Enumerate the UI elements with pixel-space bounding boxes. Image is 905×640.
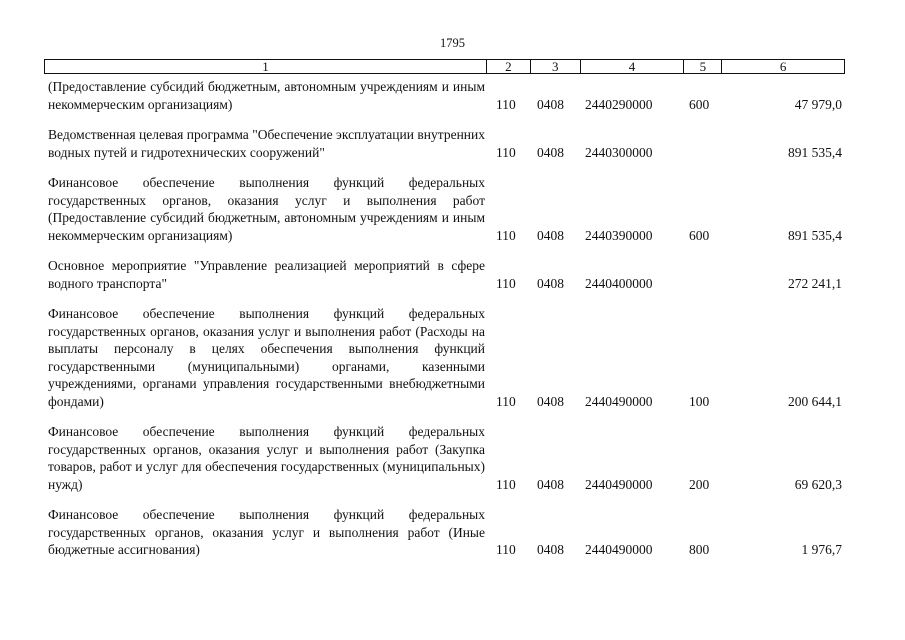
header-col-1: 1 — [45, 60, 487, 73]
row-col-3: 0408 — [537, 96, 564, 112]
row-col-6: 891 535,4 — [788, 144, 842, 160]
row-description: Финансовое обеспечение выполнения функций федеральных государственных органов, оказания услуг и выполнения работ (Иные бюджетные ассигнования) — [48, 507, 485, 557]
row-col-4: 2440400000 — [585, 275, 653, 291]
row-col-2: 110 — [496, 96, 516, 112]
row-col-2: 110 — [496, 393, 516, 409]
row-col-3: 0408 — [537, 393, 564, 409]
row-description: Ведомственная целевая программа "Обеспечение эксплуатации внутренних водных путей и гидротехнических сооружений" — [48, 127, 485, 160]
row-col-2: 110 — [496, 542, 516, 557]
row-col-3: 0408 — [537, 542, 564, 557]
table-row — [44, 174, 845, 244]
table-row — [44, 257, 845, 292]
row-col-5: 600 — [689, 96, 710, 112]
row-col-3: 0408 — [537, 144, 564, 160]
header-col-2: 2 — [487, 60, 531, 73]
table-row — [44, 305, 845, 410]
row-col-4: 2440490000 — [585, 542, 653, 557]
header-col-5: 5 — [684, 60, 722, 73]
row-col-6: 1 976,7 — [801, 542, 842, 557]
row-col-4: 2440490000 — [585, 476, 653, 492]
row-col-4: 2440490000 — [585, 393, 653, 409]
row-col-2: 110 — [496, 275, 516, 291]
row-col-6: 47 979,0 — [794, 96, 842, 112]
row-col-3: 0408 — [537, 476, 564, 492]
table-row — [44, 506, 845, 559]
row-col-4: 2440290000 — [585, 96, 653, 112]
row-col-6: 69 620,3 — [794, 476, 842, 492]
header-col-3: 3 — [531, 60, 581, 73]
header-col-4: 4 — [581, 60, 685, 73]
page-number: 1795 — [440, 36, 465, 50]
table-row — [44, 78, 845, 113]
table-row — [44, 126, 845, 161]
row-col-6: 200 644,1 — [788, 393, 842, 409]
row-description: Финансовое обеспечение выполнения функций федеральных государственных органов, оказания услуг и выполнения работ (Предоставление субсидий бюджетным, автономным учреждениям и иным некоммерческим организациям) — [48, 175, 485, 243]
header-col-6: 6 — [779, 59, 787, 74]
row-col-3: 0408 — [537, 275, 564, 291]
row-col-2: 110 — [496, 227, 516, 243]
row-description: Финансовое обеспечение выполнения функций федеральных государственных органов, оказания услуг и выполнения работ (Расходы на выплаты персоналу в целях обеспечения выполнения функций государственными (муниципальными) органами, казенными учреждениями, органами управления государственными внебюджетными фондами) — [48, 306, 485, 409]
row-col-5: 200 — [689, 476, 710, 492]
table-body — [44, 78, 845, 572]
row-col-2: 110 — [496, 144, 516, 160]
row-col-6: 272 241,1 — [788, 275, 842, 291]
row-col-5: 100 — [689, 393, 710, 409]
row-col-6: 891 535,4 — [788, 227, 842, 243]
row-col-4: 2440300000 — [585, 144, 653, 160]
table-row — [44, 423, 845, 493]
row-description: (Предоставление субсидий бюджетным, автономным учреждениям и иным некоммерческим организациям) — [48, 79, 485, 112]
row-description: Финансовое обеспечение выполнения функций федеральных государственных органов, оказания услуг и выполнения работ (Закупка товаров, работ и услуг для обеспечения государственных (муниципальных) нужд) — [48, 424, 485, 492]
row-col-4: 2440390000 — [585, 227, 653, 243]
row-col-5: 600 — [689, 227, 710, 243]
row-col-3: 0408 — [537, 227, 564, 243]
row-col-2: 110 — [496, 476, 516, 492]
table-header — [44, 59, 845, 74]
row-description: Основное мероприятие "Управление реализацией мероприятий в сфере водного транспорта" — [48, 258, 485, 291]
row-col-5: 800 — [689, 542, 710, 557]
